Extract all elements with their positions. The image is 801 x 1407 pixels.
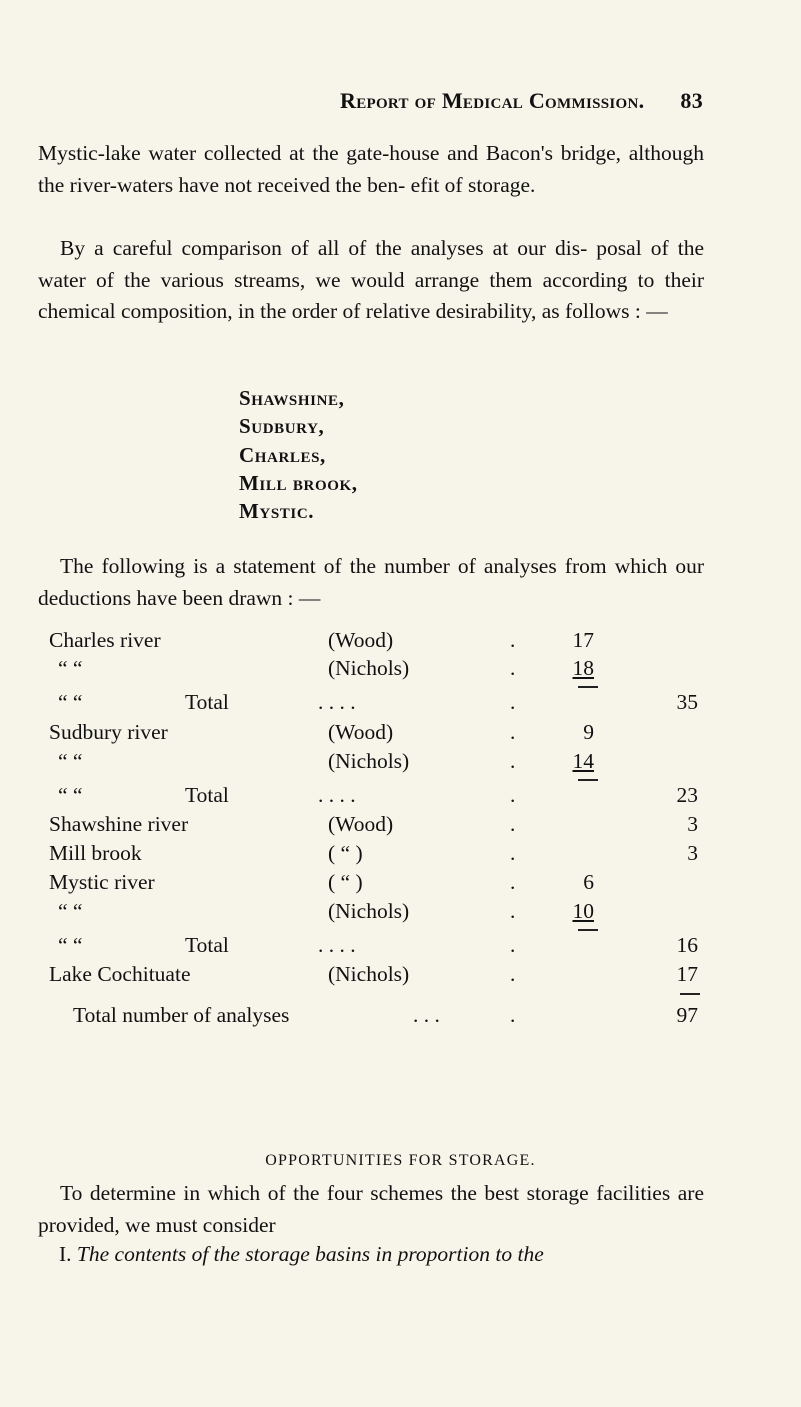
table-row (0, 812, 801, 840)
leader-dots: . . . . (318, 933, 356, 957)
river-name: Mystic river (49, 870, 155, 894)
river-name: Charles river (49, 628, 161, 652)
river-total: 23 (676, 783, 698, 807)
leader-dot: . (510, 870, 516, 894)
ranking-item: Sudbury, (239, 414, 325, 439)
analysis-count: 9 (583, 720, 594, 744)
section-heading: OPPORTUNITIES FOR STORAGE. (265, 1152, 536, 1169)
ranking-item: Shawshine, (239, 386, 345, 410)
analyst-source: ( “ ) (328, 870, 363, 894)
leader-dot: . (510, 841, 516, 865)
ranking-item: Charles, (239, 442, 326, 467)
analyst-source: ( “ ) (328, 841, 363, 865)
river-name: Sudbury river (49, 720, 168, 744)
table-row (0, 962, 801, 990)
river-name: “ “ (58, 899, 83, 923)
table-row (0, 899, 801, 927)
leader-dot: . (510, 628, 516, 652)
paragraph-5 (59, 1242, 544, 1267)
leader-dot: . (510, 933, 516, 957)
analyst-source: (Nichols) (328, 656, 410, 680)
table-row (0, 783, 801, 811)
river-name: “ “ (58, 933, 83, 957)
table-row (0, 720, 801, 748)
table-row (0, 870, 801, 898)
river-name: “ “ (58, 749, 83, 773)
italic-clause: The contents of the storage basins in proportion to the (76, 1242, 544, 1266)
table-row (0, 749, 801, 777)
table-row (0, 690, 801, 718)
analyst-source: (Nichols) (328, 962, 410, 986)
leader-dots: . . . . (318, 690, 356, 714)
leader-dot: . (510, 812, 516, 836)
river-total: 35 (676, 690, 698, 714)
analyst-source: (Nichols) (328, 749, 410, 773)
analyst-source: (Nichols) (328, 899, 410, 923)
analyst-source: (Wood) (328, 812, 394, 836)
analysis-count: 6 (583, 870, 594, 894)
analysis-count: 17 (572, 628, 594, 652)
ranking-item: Mystic. (239, 499, 315, 524)
river-name: “ “ (58, 783, 83, 807)
leader-dot: . (510, 783, 516, 807)
sum-rule (680, 993, 700, 995)
analysis-count: 14 (572, 749, 594, 773)
table-row (0, 933, 801, 961)
paragraph-4: To determine in which of the four schemes the best storage facilities are provided, we must consider (38, 1181, 704, 1237)
sum-rule (578, 686, 598, 688)
total-label: Total (185, 933, 229, 957)
leader-dot: . (510, 690, 516, 714)
analyst-source: (Wood) (328, 720, 394, 744)
river-name: Mill brook (49, 841, 142, 865)
river-total: 17 (676, 962, 698, 986)
leader-dot: . (510, 899, 516, 923)
river-name: Lake Cochituate (49, 962, 191, 986)
paragraph-2: By a careful comparison of all of the analyses at our dis- posal of the water of the various streams, we would arrange them according to their chemical composition, in the order of relative desirability, as follows : — (38, 236, 704, 323)
table-row (0, 841, 801, 869)
leader-dots: . . . (413, 1003, 440, 1027)
running-title: Report of Medical Commission. (340, 88, 645, 113)
river-total: 3 (687, 841, 698, 865)
sum-rule (578, 779, 598, 781)
leader-dot: . (510, 749, 516, 773)
river-total: 16 (676, 933, 698, 957)
ranking-item: Mill brook, (239, 470, 358, 495)
leader-dot: . (510, 656, 516, 680)
analysis-count: 10 (572, 899, 594, 923)
grand-total: 97 (676, 1003, 698, 1027)
summary-label: Total number of analyses (73, 1003, 290, 1027)
ranking-list (239, 384, 358, 525)
paragraph-1: Mystic-lake water collected at the gate-house and Bacon's bridge, although the river-waters have not received the ben- efit of storage. (38, 141, 704, 197)
paragraph-3: The following is a statement of the number of analyses from which our deductions have been drawn : — (38, 554, 704, 610)
river-name: Shawshine river (49, 812, 189, 836)
leader-dots: . . . . (318, 783, 356, 807)
total-label: Total (185, 690, 229, 714)
list-numeral: I. (59, 1242, 72, 1266)
river-name: “ “ (58, 690, 83, 714)
leader-dot: . (510, 720, 516, 744)
river-total: 3 (687, 812, 698, 836)
table-row (0, 628, 801, 656)
river-name: “ “ (58, 656, 83, 680)
leader-dot: . (510, 962, 516, 986)
table-row (0, 656, 801, 684)
analysis-count: 18 (572, 656, 594, 680)
sum-rule (578, 929, 598, 931)
total-label: Total (185, 783, 229, 807)
analyst-source: (Wood) (328, 628, 394, 652)
leader-dot: . (510, 1003, 516, 1027)
summary-row (0, 1003, 801, 1031)
page-number: 83 (680, 88, 703, 113)
